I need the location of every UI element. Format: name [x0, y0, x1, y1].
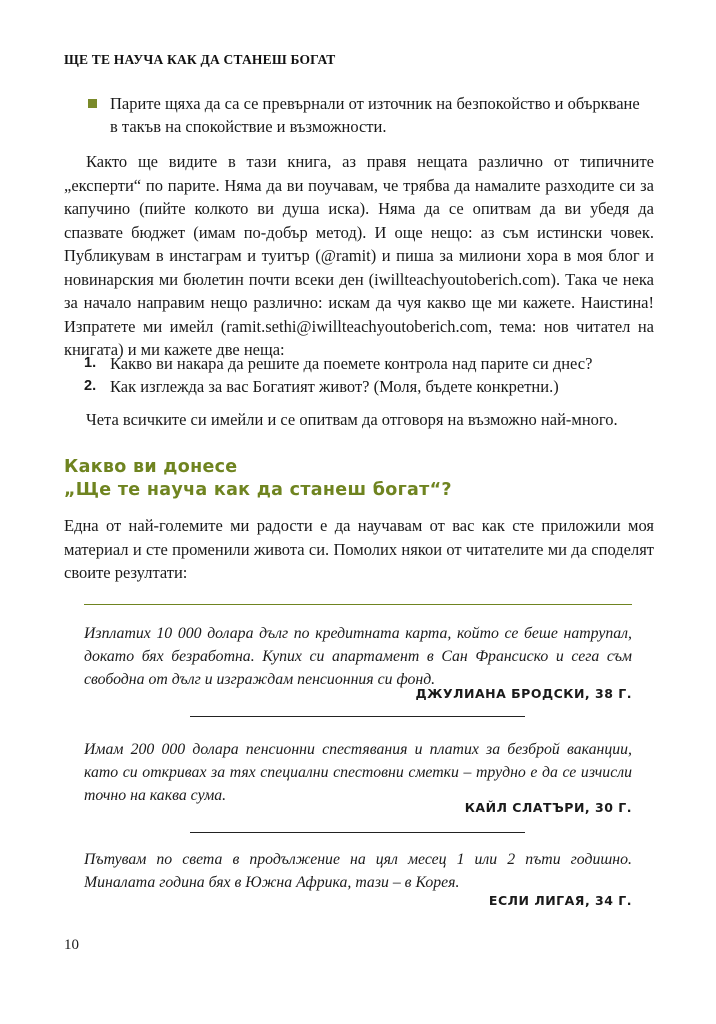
list-text: Какво ви накара да решите да поемете контрола над парите си днес? [110, 354, 593, 373]
testimonial-divider [190, 832, 525, 833]
heading-line-2: „Ще те науча как да станеш богат“? [64, 480, 452, 500]
testimonial-quote: Имам 200 000 долара пенсионни спестявания и платих за безброй ваканции, като си откривах за тях специални спестовни сметки – трудно е да се изчисли точно на каква сума. [84, 741, 632, 804]
bullet-text: Парите щяха да са се превърнали от източник на безпокойство и объркване в такъв на спокойствие и възможности. [110, 94, 640, 136]
paragraph-reply: Чета всичките си имейли и се опитвам да отговоря на възможно най-много. [86, 410, 618, 429]
bullet-item [90, 92, 650, 138]
list-text: Как изглежда за вас Богатият живот? (Моля, бъдете конкретни.) [110, 377, 559, 396]
list-item [84, 375, 654, 398]
paragraph-results: Една от най-големите ми радости е да научавам от вас как сте приложили моя материал и сте променили живота си. Помолих някои от читателите ми да споделят своите резултати: [64, 516, 654, 582]
testimonial-top-rule [84, 604, 632, 605]
list-number: 2. [84, 378, 97, 394]
testimonial-quote: Пътувам по света в продължение на цял месец 1 или 2 пъти годишно. Миналата година бях в Южна Африка, тази – в Корея. [84, 851, 632, 891]
heading-line-1: Какво ви донесе [64, 457, 238, 477]
testimonial-quote: Изплатих 10 000 долара дълг по кредитната карта, който се беше натрупал, докато бях безработна. Купих си апартамент в Сан Франсиско и сега съм свободна от дълг и изграждам пенсионния си фонд. [84, 625, 632, 688]
testimonial-author: ДЖУЛИАНА БРОДСКИ, 38 Г. [415, 686, 632, 701]
square-bullet-icon [88, 99, 97, 108]
paragraph-intro: Както ще видите в тази книга, аз правя нещата различно от типичните „експерти“ по парите. Няма да ви поучавам, че трябва да намалите разходите си за капучино (пийте колкото ви душа иска). Няма да се опитвам да ви убедя да спазвате бюджет (имам по-добър метод). И още нещо: аз съм истински човек. Публикувам в инстаграм и туитър (@ramit) и пиша за милиони хора в моя блог и новинарския ми бюлетин почти всеки ден (iwillteachyoutoberich.com). Така че нека за начало направим нещо различно: искам да чуя какво ще ми кажете. Наистина! Изпратете ми имейл (ramit.sethi@iwillteachyoutoberich.com, тема: нов читател на книгата) и ми кажете две неща: [64, 152, 654, 359]
numbered-list [84, 352, 654, 398]
list-item [84, 352, 654, 375]
testimonial-author: ЕСЛИ ЛИГАЯ, 34 Г. [488, 893, 632, 908]
testimonial-divider [190, 716, 525, 717]
testimonial-author: КАЙЛ СЛАТЪРИ, 30 Г. [464, 800, 632, 815]
running-head: ЩЕ ТЕ НАУЧА КАК ДА СТАНЕШ БОГАТ [64, 52, 336, 67]
page-number: 10 [64, 937, 79, 953]
section-heading [64, 456, 654, 502]
list-number: 1. [84, 355, 97, 371]
